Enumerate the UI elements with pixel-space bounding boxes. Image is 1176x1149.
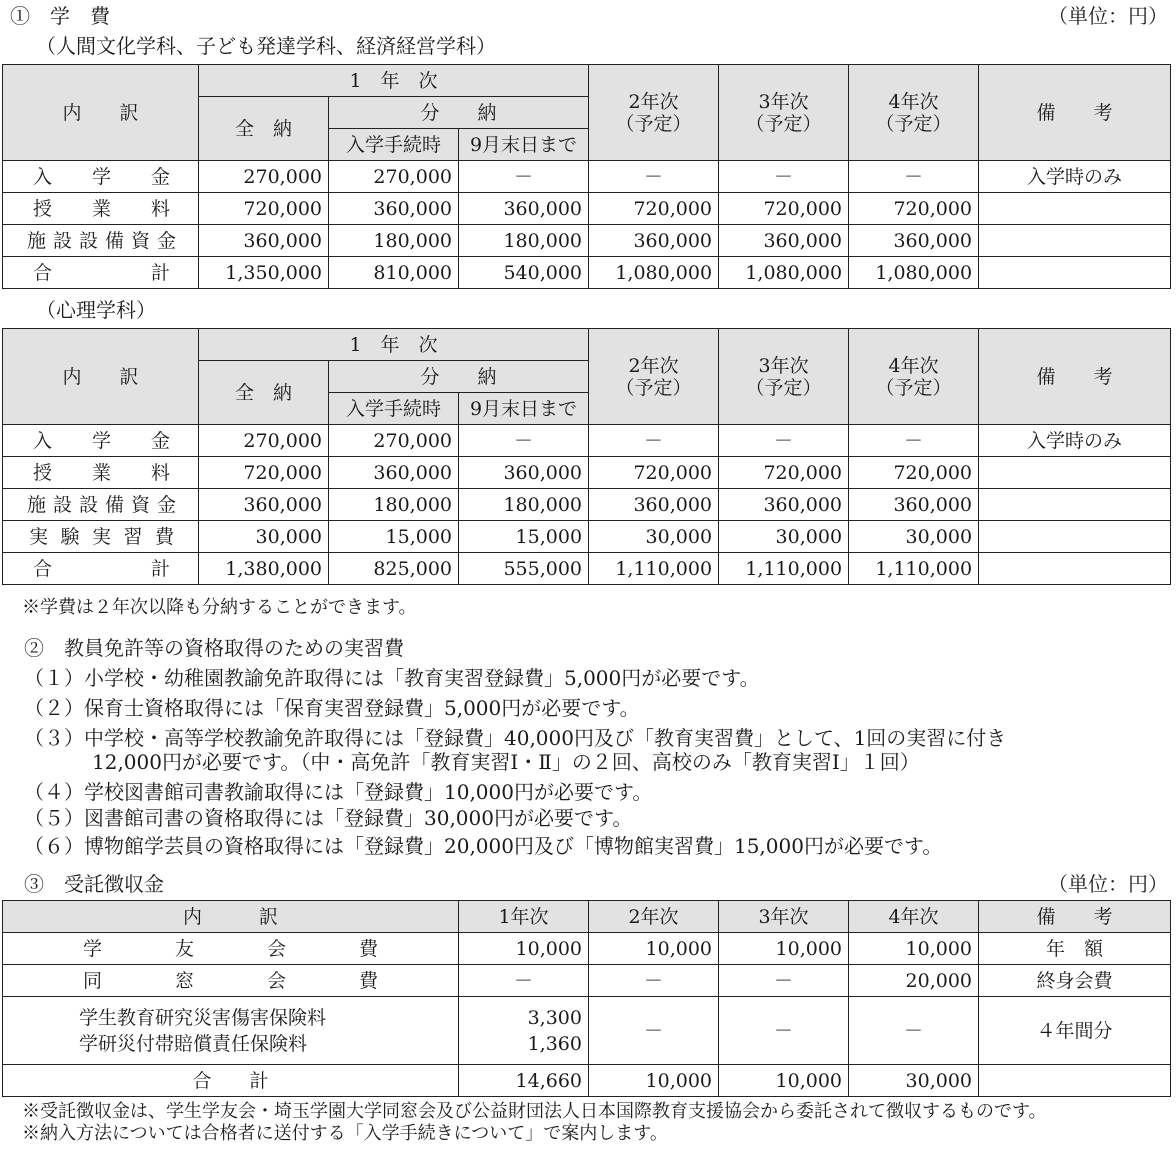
insurance-label-2: 学研災付帯賠償責任保険料 — [79, 1032, 308, 1055]
section1-unit: （単位：円） — [1048, 4, 1168, 28]
section3-footnote-1: ※受託徴収金は、学生学友会・埼玉学園大学同窓会及び公益財団法人日本国際教育支援協会から委託されて徴収するものです。 — [22, 1101, 1047, 1122]
section1-footnote: ※学費は２年次以降も分納することができます。 — [22, 597, 417, 618]
table1-caption: （人間文化学科、子ども発達学科、経済経営学科） — [36, 34, 496, 58]
header-item: 内 訳 — [3, 901, 459, 933]
list-item: （１）小学校・幼稚園教諭免許取得には「教育実習登録費」5,000円が必要です。 — [24, 666, 760, 690]
list-item: （６）博物館学芸員の資格取得には「登録費」20,000円及び「博物館実習費」15,000円が必要です。 — [24, 834, 943, 858]
header-remarks: 備 考 — [979, 65, 1171, 161]
header-at-enroll: 入学手続時 — [329, 129, 459, 161]
table-row-total: 合 計 14,660 10,000 10,000 30,000 — [3, 1065, 1171, 1097]
header-by-sep: 9月末日まで — [459, 129, 589, 161]
header-year3: 3年次 （予定） — [719, 65, 849, 161]
commission-fee-table — [2, 900, 1171, 1097]
header-y4: 4年次 — [849, 901, 979, 933]
header-year2: 2年次 （予定） — [589, 65, 719, 161]
header-item: 内 訳 — [3, 329, 199, 425]
section3-heading: ③ 受託徴収金 — [24, 872, 164, 896]
tuition-table-1 — [2, 64, 1171, 289]
header-year3: 3年次 （予定） — [719, 329, 849, 425]
list-item: （４）学校図書館司書教諭取得には「登録費」10,000円が必要です。 — [24, 780, 653, 804]
list-item: （５）図書館司書の資格取得には「登録費」30,000円が必要です。 — [24, 806, 633, 830]
header-remarks: 備 考 — [979, 901, 1171, 933]
table-row: 同窓会費 － － － 20,000 終身会費 — [3, 965, 1171, 997]
table2-caption: （心理学科） — [36, 298, 156, 322]
list-item-continuation: 12,000円が必要です。（中・高免許「教育実習Ⅰ・Ⅱ」の２回、高校のみ「教育実習Ⅰ」１回） — [92, 750, 920, 774]
header-installment: 分 納 — [329, 361, 589, 393]
header-year4: 4年次 （予定） — [849, 329, 979, 425]
header-full: 全 納 — [199, 361, 329, 425]
header-full: 全 納 — [199, 97, 329, 161]
header-by-sep: 9月末日まで — [459, 393, 589, 425]
table-row-insurance: 学生教育研究災害傷害保険料 学研災付帯賠償責任保険料 3,300 1,360 － － － ４年間分 — [3, 997, 1171, 1065]
section3-unit: （単位：円） — [1048, 872, 1168, 896]
section2-heading: ② 教員免許等の資格取得のための実習費 — [24, 636, 404, 660]
section3-footnote-2: ※納入方法については合格者に送付する「入学手続きについて」で案内します。 — [22, 1123, 668, 1144]
header-year1: 1 年 次 — [199, 329, 589, 361]
table-row-total: 合計 1,350,000 810,000 540,000 1,080,000 1,080,000 1,080,000 — [3, 257, 1171, 289]
header-y3: 3年次 — [719, 901, 849, 933]
list-item: （２）保育士資格取得には「保育実習登録費」5,000円が必要です。 — [24, 696, 640, 720]
header-remarks: 備 考 — [979, 329, 1171, 425]
header-year4: 4年次 （予定） — [849, 65, 979, 161]
section1-heading: ① 学 費 — [10, 4, 110, 28]
header-y2: 2年次 — [589, 901, 719, 933]
table-row: 授業料 720,000 360,000 360,000 720,000 720,000 720,000 — [3, 193, 1171, 225]
table-row-total: 合計 1,380,000 825,000 555,000 1,110,000 1,110,000 1,110,000 — [3, 553, 1171, 585]
insurance-label-1: 学生教育研究災害傷害保険料 — [79, 1006, 327, 1029]
header-y1: 1年次 — [459, 901, 589, 933]
table-row: 施設設備資金 360,000 180,000 180,000 360,000 360,000 360,000 — [3, 489, 1171, 521]
header-year2: 2年次 （予定） — [589, 329, 719, 425]
table-row: 施設設備資金 360,000 180,000 180,000 360,000 360,000 360,000 — [3, 225, 1171, 257]
list-item: （３）中学校・高等学校教諭免許取得には「登録費」40,000円及び「教育実習費」として、1回の実習に付き — [24, 726, 1007, 750]
table-row: 入学金 270,000 270,000 － － － － 入学時のみ — [3, 425, 1171, 457]
header-item: 内 訳 — [3, 65, 199, 161]
table-row: 実験実習費 30,000 15,000 15,000 30,000 30,000 30,000 — [3, 521, 1171, 553]
tuition-table-2 — [2, 328, 1171, 585]
header-installment: 分 納 — [329, 97, 589, 129]
table-row: 入学金 270,000 270,000 － － － － 入学時のみ — [3, 161, 1171, 193]
header-year1: 1 年 次 — [199, 65, 589, 97]
table-row: 授業料 720,000 360,000 360,000 720,000 720,000 720,000 — [3, 457, 1171, 489]
table-row: 学友会費 10,000 10,000 10,000 10,000 年 額 — [3, 933, 1171, 965]
header-at-enroll: 入学手続時 — [329, 393, 459, 425]
